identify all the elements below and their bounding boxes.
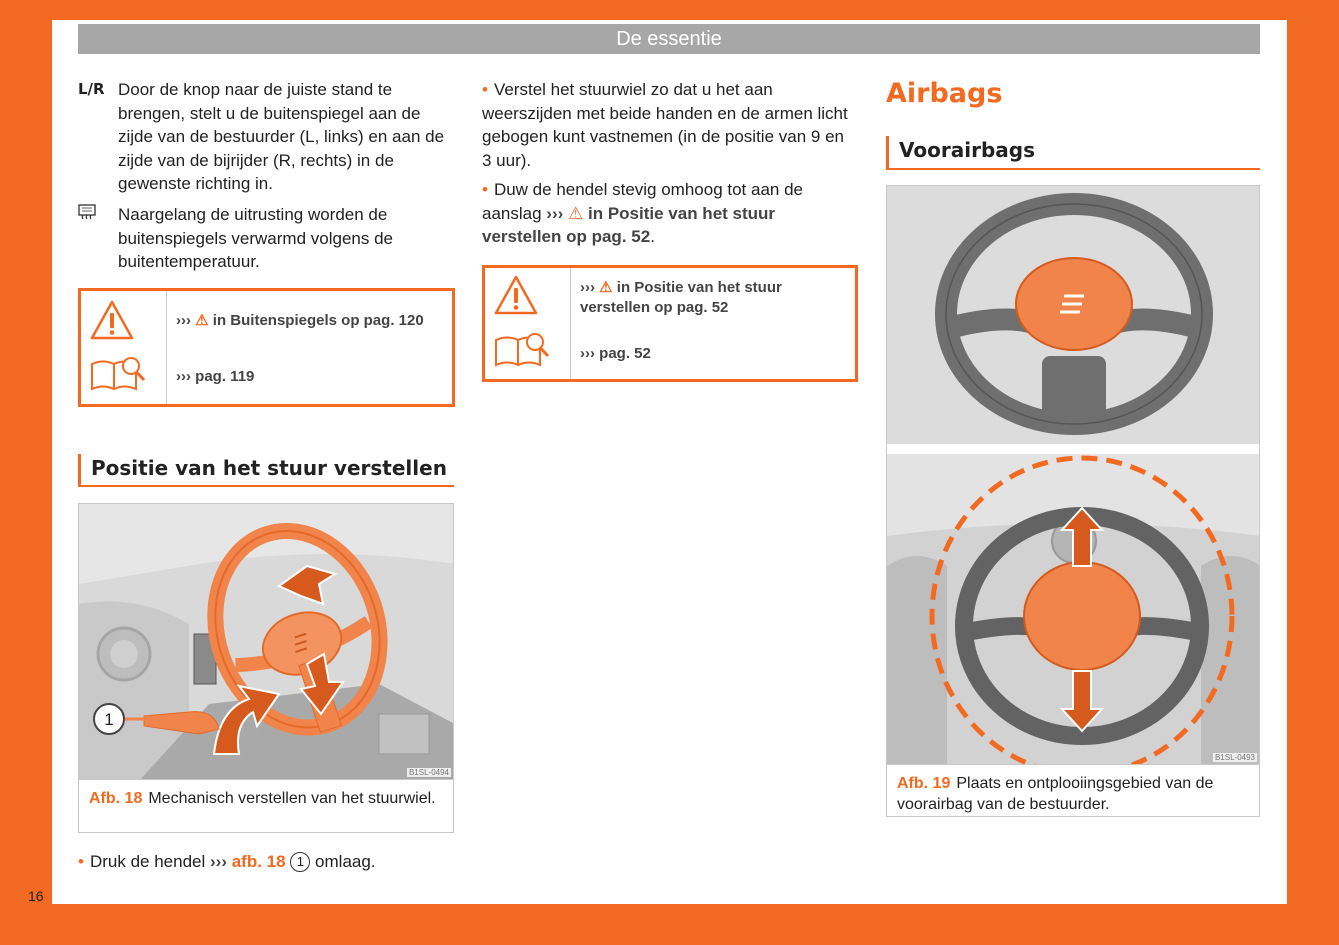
lr-description: Door de knop naar de juiste stand te brengen, stelt u de buitenspiegel aan de zijde van de bestuurder (L, links) en aan de zijde van de bijrijder (R, rechts) in de gewenste richting in. bbox=[118, 80, 445, 193]
book-magnifier-icon bbox=[89, 354, 149, 398]
warning-small-icon: ⚠ bbox=[599, 279, 613, 296]
warning-reference-text: in Positie van het stuur verstellen op pag. 52 bbox=[580, 279, 782, 316]
figure-19-caption bbox=[886, 765, 1260, 817]
heating-item bbox=[78, 203, 454, 274]
arrows: ››› bbox=[580, 279, 595, 296]
page-title-airbags: Airbags bbox=[886, 78, 1003, 109]
callout-number: 1 bbox=[290, 852, 310, 872]
bullet-text: Druk de hendel bbox=[89, 852, 206, 871]
book-reference-text: pag. 52 bbox=[599, 345, 651, 362]
figure-18-steering-wheel bbox=[78, 503, 454, 780]
warning-box-2 bbox=[482, 265, 858, 382]
lr-item bbox=[78, 78, 454, 196]
warning-reference-text: in Buitenspiegels op pag. 120 bbox=[212, 312, 424, 329]
warning-reference[interactable] bbox=[580, 278, 845, 318]
airbag-illustration bbox=[887, 186, 1260, 765]
figure-18-caption bbox=[78, 780, 454, 833]
steering-adjust-illustration bbox=[79, 504, 454, 780]
warning-reference[interactable] bbox=[176, 311, 424, 331]
divider bbox=[570, 268, 571, 379]
section-heading-steering: Positie van het stuur verstellen bbox=[78, 454, 454, 487]
figure-code: B1SL-0493 bbox=[1214, 753, 1255, 762]
heating-description: Naargelang de uitrusting worden de buitenspiegels verwarmd volgens de buitentemperatuur. bbox=[118, 205, 393, 271]
lr-label: L/R bbox=[78, 80, 105, 98]
figure-19-airbag bbox=[886, 185, 1260, 765]
warning-triangle-icon bbox=[493, 274, 539, 320]
section-heading-front-airbags: Voorairbags bbox=[886, 136, 1260, 170]
bullet-adjust-wheel: • Verstel het stuurwiel zo dat u het aan weerszijden met beide handen en de armen licht gebogen kunt vastnemen (in de positie van 9 en 3 uur). bbox=[482, 80, 848, 170]
caption-text: Plaats en ontplooiingsgebied van de voorairbag van de bestuurder. bbox=[897, 775, 1214, 813]
arrows: ››› bbox=[546, 203, 564, 223]
warning-link[interactable]: in Positie van het stuur verstellen op pag. 52 bbox=[482, 203, 776, 246]
book-reference[interactable] bbox=[580, 344, 651, 364]
page-number: 16 bbox=[28, 888, 44, 904]
warning-triangle-icon bbox=[89, 299, 135, 345]
document-page bbox=[52, 20, 1287, 904]
figure-label: Afb. 18 bbox=[89, 790, 143, 807]
divider bbox=[166, 291, 167, 404]
arrows: ››› bbox=[176, 312, 191, 329]
figure-code: B1SL-0494 bbox=[408, 768, 449, 777]
arrows: ››› bbox=[176, 368, 191, 385]
figure-callout-1: 1 bbox=[104, 710, 114, 729]
mirror-heating-icon bbox=[78, 203, 118, 274]
book-reference[interactable] bbox=[176, 367, 254, 387]
bullet-press-lever: • Druk de hendel ››› afb. 18 1 omlaag. bbox=[78, 852, 376, 871]
arrows: ››› bbox=[580, 345, 595, 362]
book-reference-text: pag. 119 bbox=[195, 368, 255, 385]
bullet-push-lever: • Duw de hendel stevig omhoog tot aan de aanslag ››› ⚠ in Positie van het stuur verstellen op pag. 52. bbox=[482, 180, 803, 246]
section-header-bar: De essentie bbox=[78, 24, 1260, 54]
figure-label: Afb. 19 bbox=[897, 775, 951, 792]
bullet-text-end: omlaag. bbox=[315, 852, 376, 871]
caption-text: Mechanisch verstellen van het stuurwiel. bbox=[148, 790, 436, 807]
warning-small-icon: ⚠ bbox=[195, 312, 209, 329]
bullet-text: Verstel het stuurwiel zo dat u het aan weerszijden met beide handen en de armen licht gebogen kunt vastnemen (in de positie van 9 en 3 uur). bbox=[482, 80, 848, 170]
arrows: ››› bbox=[210, 852, 227, 871]
bullet-text: Duw de hendel stevig omhoog tot aan de aanslag bbox=[482, 180, 803, 223]
warning-box-1 bbox=[78, 288, 455, 407]
warning-small-icon: ⚠ bbox=[568, 203, 584, 223]
figure-reference-link[interactable]: afb. 18 bbox=[231, 852, 286, 871]
book-magnifier-icon bbox=[493, 330, 553, 374]
